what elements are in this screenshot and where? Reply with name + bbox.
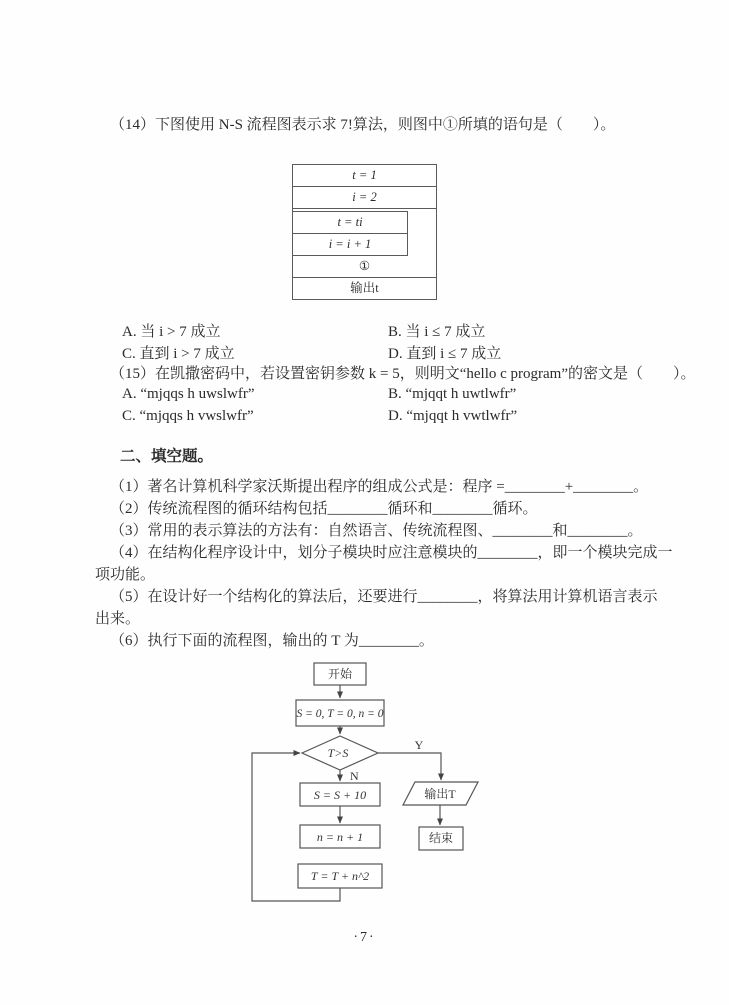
question-14-stem: （14）下图使用 N-S 流程图表示求 7!算法，则图中①所填的语句是（ ）。 [110, 117, 616, 133]
q15-option-d [388, 408, 517, 425]
q15-option-c-text: “mjqqs h vwslwfr” [139, 408, 254, 424]
q14-option-d-text: 直到 i ≤ 7 成立 [406, 346, 502, 362]
q14-options-row-1 [95, 320, 640, 342]
q14-option-b [388, 320, 485, 341]
q14-option-c [122, 342, 235, 363]
t-assign-label: T = T + n^2 [310, 869, 370, 883]
q15-option-b-label: B. [388, 386, 402, 402]
q14-options-row-2 [95, 342, 640, 364]
q14-option-a [122, 320, 220, 341]
q15-options-row-2 [95, 408, 640, 430]
q15-option-d-text: “mjqqt h vwtlwfr” [406, 408, 518, 424]
q14-option-c-text: 直到 i > 7 成立 [139, 346, 235, 362]
n-assign-label: n = n + 1 [316, 830, 364, 844]
flowchart [240, 655, 502, 915]
q14-option-b-text: 当 i ≤ 7 成立 [405, 324, 486, 340]
ns-loop-region [293, 209, 436, 256]
ns-row-tti: t = ti [293, 212, 407, 234]
page-number: ·7· [353, 930, 376, 945]
fill-in-line-4-wrap: 项功能。 [95, 567, 156, 583]
ns-chart [292, 164, 437, 300]
ns-row-ii1: i = i + 1 [328, 237, 372, 251]
fill-in-line-4: （4）在结构化程序设计中，划分子模块时应注意模块的________，即一个模块完成一 [110, 545, 673, 561]
fill-in-line-3: （3）常用的表示算法的方法有：自然语言、传统流程图、________和________。 [110, 523, 643, 539]
ns-row-t1: t = 1 [293, 165, 436, 187]
question-15-stem: （15）在凯撒密码中，若设置密钥参数 k = 5，则明文“hello c program”的密文是（ ）。 [110, 366, 696, 382]
q15-option-b-text: “mjqqt h uwtlwfr” [405, 386, 517, 402]
ns-row-output: 输出t [350, 281, 379, 295]
q14-option-a-text: 当 i > 7 成立 [140, 324, 221, 340]
q15-option-a-label: A. [122, 386, 137, 402]
ns-row-i2: i = 2 [293, 187, 436, 209]
init-label: S = 0, T = 0, n = 0 [296, 708, 384, 720]
ns-row-condition: ① [293, 256, 436, 278]
q14-option-d [388, 342, 501, 363]
no-branch-label: N [350, 769, 359, 783]
ns-loop-body [293, 211, 408, 256]
q14-option-b-label: B. [388, 324, 402, 340]
q14-option-a-label: A. [122, 324, 137, 340]
q15-option-c-label: C. [122, 408, 136, 424]
fill-in-line-5: （5）在设计好一个结构化的算法后，还要进行________，将算法用计算机语言表示 [110, 589, 658, 605]
q15-option-a-text: “mjqqs h uwslwfr” [140, 386, 255, 402]
decision-label: T>S [327, 746, 349, 760]
q14-option-d-label: D. [388, 346, 403, 362]
q14-option-c-label: C. [122, 346, 136, 362]
output-label: 输出T [424, 787, 456, 801]
start-label: 开始 [327, 667, 353, 681]
q15-option-a [122, 386, 255, 403]
end-label: 结束 [428, 831, 454, 845]
s-assign-label: S = S + 10 [313, 788, 367, 802]
section-2-heading: 二、填空题。 [120, 448, 214, 465]
q15-option-d-label: D. [388, 408, 403, 424]
fill-in-line-1: （1）著名计算机科学家沃斯提出程序的组成公式是：程序 =________+________。 [110, 479, 649, 495]
fill-in-line-5-wrap: 出来。 [95, 611, 141, 627]
q15-option-b [388, 386, 516, 403]
q15-option-c [122, 408, 254, 425]
q15-options-row-1 [95, 386, 640, 408]
fill-in-line-2: （2）传统流程图的循环结构包括________循环和________循环。 [110, 501, 538, 517]
fill-in-line-6: （6）执行下面的流程图，输出的 T 为________。 [110, 633, 434, 649]
yes-branch-label: Y [414, 738, 424, 752]
